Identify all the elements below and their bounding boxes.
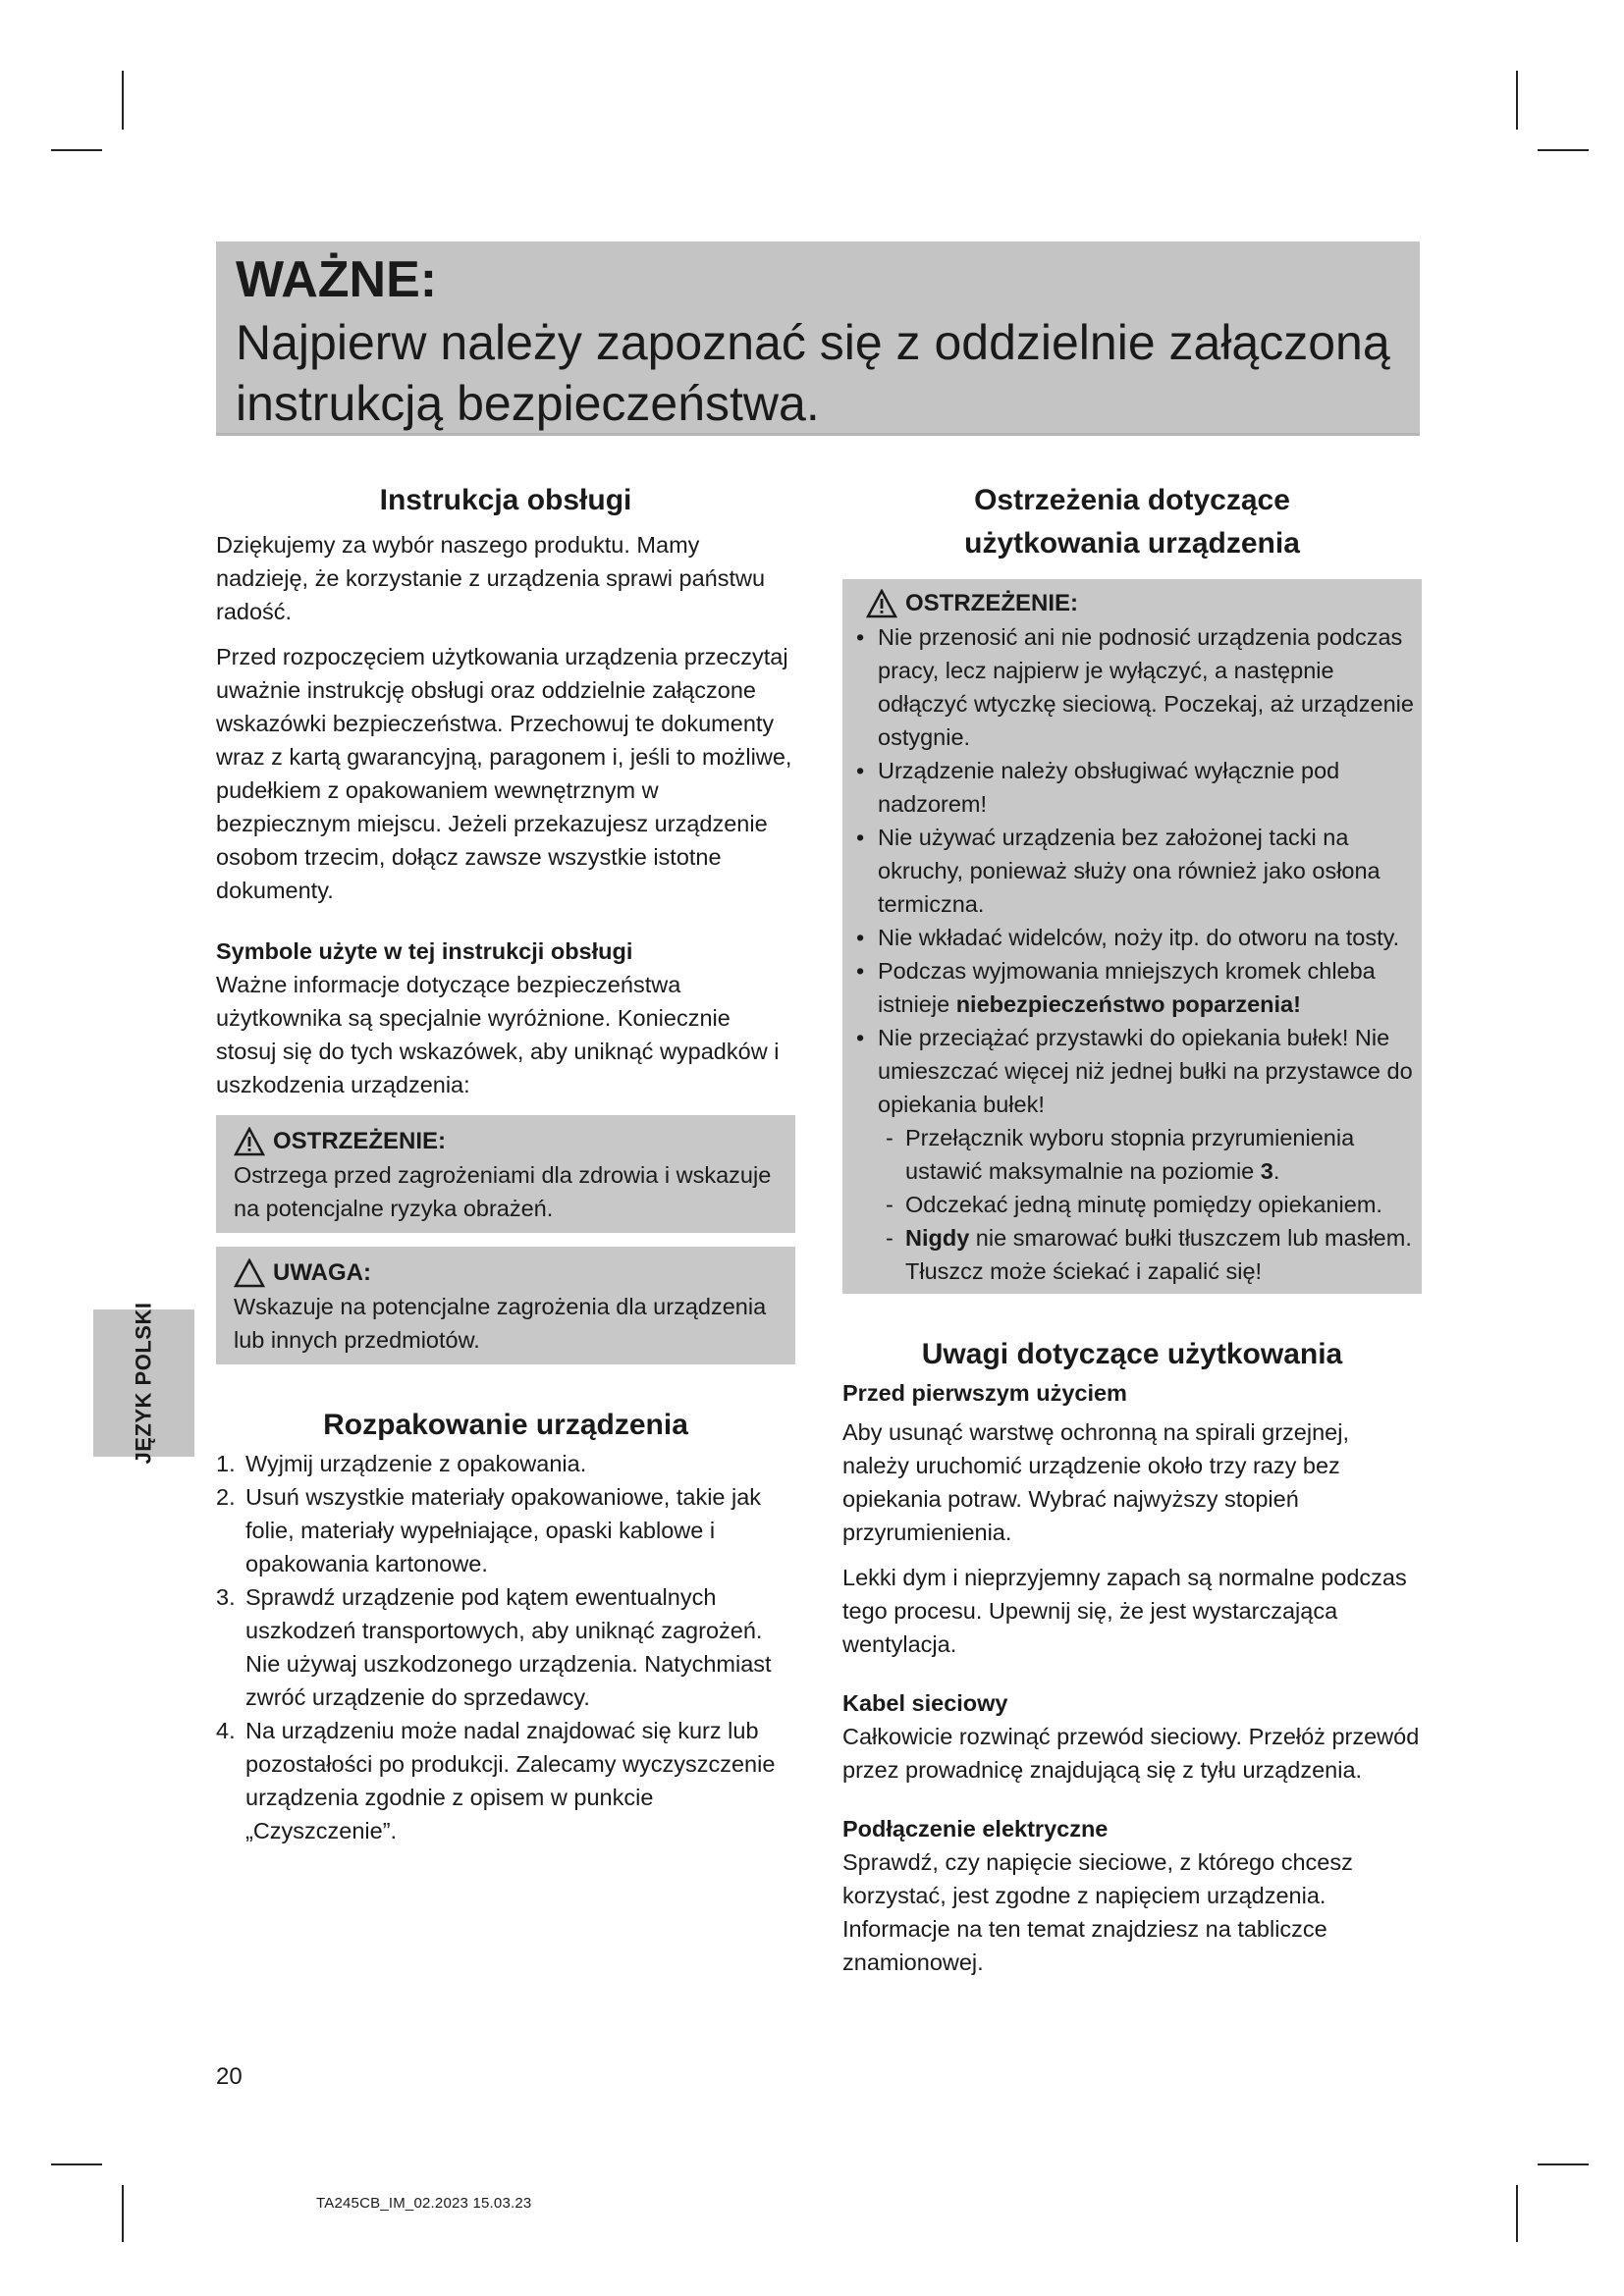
list-item: 1. Wyjmij urządzenie z opakowania.: [216, 1451, 587, 1476]
warning-label: OSTRZEŻENIE:: [273, 1128, 447, 1154]
usage-warnings-box: [842, 579, 1422, 1294]
cable-heading: Kabel sieciowy: [842, 1690, 1008, 1716]
list-item: • Nie wkładać widelców, noży itp. do otworu na tosty.: [848, 921, 1422, 954]
crop-mark: [51, 2163, 102, 2165]
crop-mark: [1516, 71, 1518, 130]
list-item: 3. Sprawdź urządzenie pod kątem ewentualnych uszkodzeń transportowych, aby uniknąć zagrożeń. Nie używaj uszkodzonego urządzenia. Natychmiast zwróć urządzenie do sprzedawcy.: [216, 1584, 772, 1710]
banner-text: Najpierw należy zapoznać się z oddzielnie załączoną instrukcją bezpieczeństwa.: [236, 315, 1390, 431]
crop-mark: [122, 2185, 124, 2242]
right-column: [842, 479, 1422, 1979]
left-column: [216, 479, 795, 1847]
intro-paragraph: Dziękujemy za wybór naszego produktu. Mamy nadzieję, że korzystanie z urządzenia sprawi państwu radość.: [216, 532, 766, 624]
list-item: - Odczekać jedną minutę pomiędzy opiekaniem.: [884, 1188, 1422, 1221]
first-use-heading: Przed pierwszym użyciem: [842, 1380, 1127, 1406]
warning-description: Ostrzega przed zagrożeniami dla zdrowia i wskazuje na potencjalne ryzyka obrażeń.: [234, 1162, 772, 1221]
list-item: - Przełącznik wyboru stopnia przyrumienienia ustawić maksymalnie na poziomie 3.: [884, 1121, 1422, 1188]
caution-symbol-box: [216, 1247, 795, 1364]
warning-triangle-icon: [866, 589, 897, 618]
first-use-paragraph: Aby usunąć warstwę ochronną na spirali grzejnej, należy uruchomić urządzenie około trzy razy bez opiekania potraw. Wybrać najwyższy stopień przyrumienienia.: [842, 1419, 1349, 1545]
crop-mark: [122, 71, 124, 130]
list-item: • Nie przenosić ani nie podnosić urządzenia podczas pracy, lecz najpierw je wyłączyć, a następnie odłączyć wtyczkę sieciową. Poczekaj, aż urządzenie ostygnie.: [848, 620, 1422, 754]
crop-mark: [1516, 2185, 1518, 2242]
caution-label: UWAGA:: [273, 1259, 371, 1286]
caution-triangle-icon: [234, 1258, 265, 1288]
document-footer: TA245CB_IM_02.2023 15.03.23: [316, 2195, 532, 2212]
list-item: • Urządzenie należy obsługiwać wyłącznie pod nadzorem!: [848, 754, 1422, 821]
important-banner: [216, 241, 1420, 436]
power-heading: Podłączenie elektryczne: [842, 1816, 1109, 1842]
page-number: 20: [216, 2063, 243, 2090]
banner-title: WAŻNE:: [236, 251, 438, 308]
symbols-heading: Symbole użyte w tej instrukcji obsługi: [216, 938, 633, 964]
warning-triangle-icon: [234, 1127, 265, 1156]
documents-paragraph: Przed rozpoczęciem użytkowania urządzenia przeczytaj uważnie instrukcję obsługi oraz oddzielnie załączone wskazówki bezpieczeństwa. Przechowuj te dokumenty wraz z kartą gwarancyjną, paragonem i, jeśli to możliwe, pudełkiem z opakowaniem wewnętrznym w bezpiecznym miejscu. Jeżeli przekazujesz urządzenie osobom trzecim, dołącz zawsze wszystkie istotne dokumenty.: [216, 644, 792, 903]
crop-mark: [51, 149, 102, 151]
list-item: • Podczas wyjmowania mniejszych kromek chleba istnieje niebezpieczeństwo poparzenia!: [848, 954, 1422, 1021]
crop-mark: [1538, 2163, 1589, 2165]
list-item: - Nigdy nie smarować bułki tłuszczem lub masłem. Tłuszcz może ściekać i zapalić się!: [884, 1221, 1422, 1288]
crop-mark: [1538, 149, 1589, 151]
unpacking-heading: Rozpakowanie urządzenia: [323, 1409, 688, 1441]
roll-attachment-list: [848, 1121, 1422, 1288]
caution-description: Wskazuje na potencjalne zagrożenia dla urządzenia lub innych przedmiotów.: [234, 1294, 767, 1353]
smoke-paragraph: Lekki dym i nieprzyjemny zapach są normalne podczas tego procesu. Upewnij się, że jest wystarczająca wentylacja.: [842, 1565, 1407, 1657]
warnings-list: [848, 620, 1422, 1121]
list-item: • Nie używać urządzenia bez założonej tacki na okruchy, ponieważ służy ona również jako osłona termiczna.: [848, 821, 1422, 921]
symbols-text: Ważne informacje dotyczące bezpieczeństwa użytkownika są specjalnie wyróżnione. Koniecznie stosuj się do tych wskazówek, aby uniknąć wypadków i uszkodzenia urządzenia:: [216, 972, 780, 1097]
warning-symbol-box: [216, 1115, 795, 1233]
power-paragraph: Sprawdź, czy napięcie sieciowe, z którego chcesz korzystać, jest zgodne z napięciem urządzenia. Informacje na ten temat znajdziesz na tabliczce znamionowej.: [842, 1849, 1353, 1975]
warnings-heading: Ostrzeżenia dotyczące użytkowania urządzenia: [964, 484, 1300, 560]
unpacking-steps: [216, 1447, 795, 1847]
instructions-heading: Instrukcja obsługi: [379, 484, 632, 516]
usage-notes-heading: Uwagi dotyczące użytkowania: [921, 1338, 1343, 1370]
language-side-tab: [93, 1302, 194, 1465]
list-item: 2. Usuń wszystkie materiały opakowaniowe, takie jak folie, materiały wypełniające, opaski kablowe i opakowania kartonowe.: [216, 1484, 762, 1576]
warning-label: OSTRZEŻENIE:: [905, 590, 1079, 616]
language-label: JĘZYK POLSKI: [131, 1302, 156, 1465]
list-item: 4. Na urządzeniu może nadal znajdować się kurz lub pozostałości po produkcji. Zalecamy wyczyszczenie urządzenia zgodnie z opisem w punkcie „Czyszczenie”.: [216, 1718, 776, 1843]
cable-paragraph: Całkowicie rozwinąć przewód sieciowy. Przełóż przewód przez prowadnicę znajdującą się z tyłu urządzenia.: [842, 1724, 1420, 1783]
list-item: • Nie przeciążać przystawki do opiekania bułek! Nie umieszczać więcej niż jednej bułki na przystawce do opiekania bułek!: [848, 1021, 1422, 1121]
